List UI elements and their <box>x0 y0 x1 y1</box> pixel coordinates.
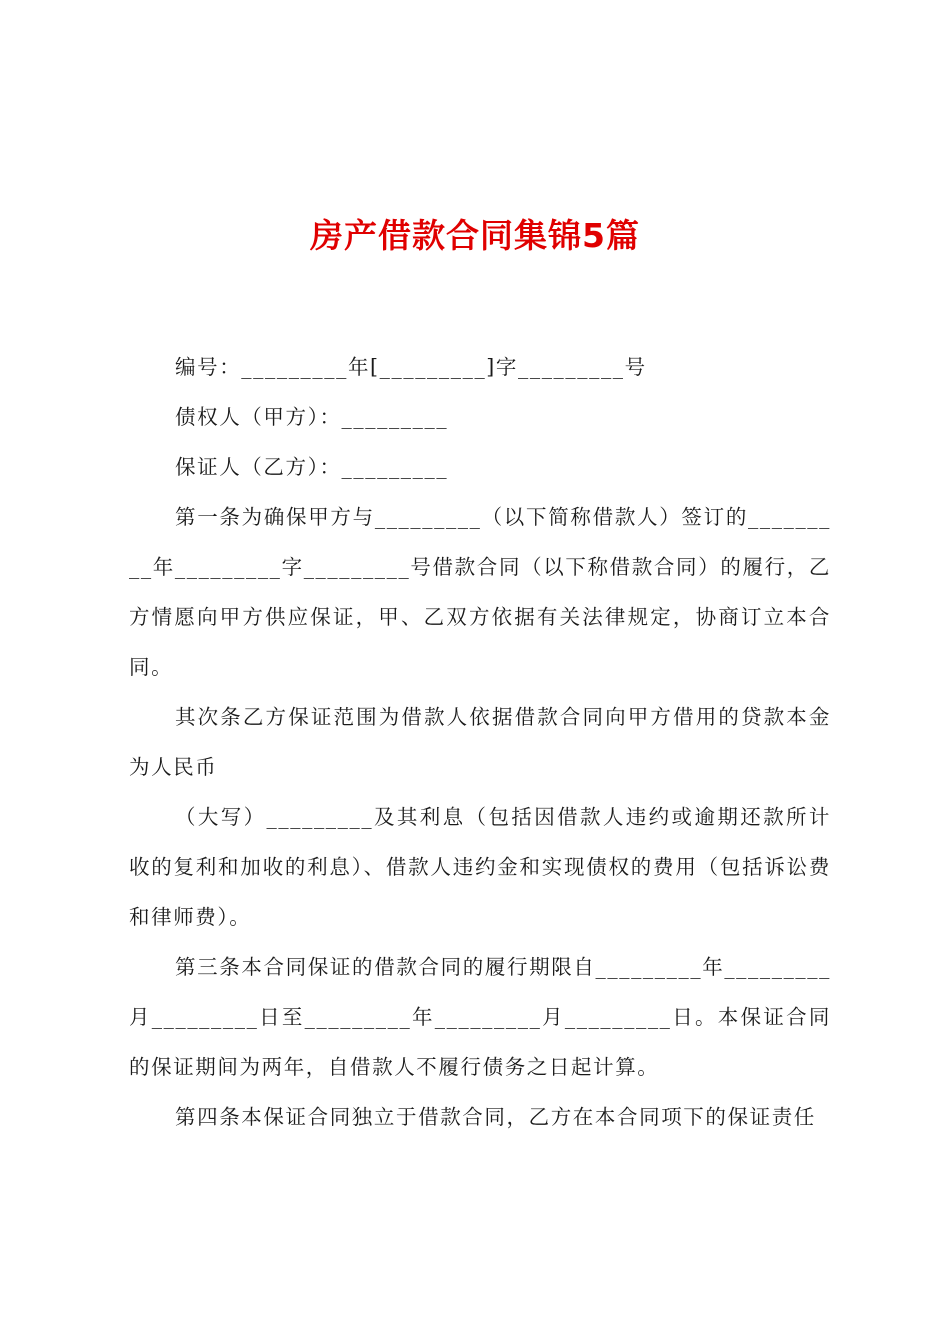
document-title: 房产借款合同集锦5篇 <box>310 216 640 255</box>
creditor-line: 债权人（甲方）：_________ <box>175 405 449 429</box>
article-2-continued: （大写）_________及其利息（包括因借款人违约或逾期还款所计收的复利和加收的利息）、借款人违约金和实现债权的费用（包括诉讼费和律师费）。 <box>129 805 831 929</box>
guarantor-line: 保证人（乙方）：_________ <box>175 455 449 479</box>
article-2: 其次条乙方保证范围为借款人依据借款合同向甲方借用的贷款本金为人民币 <box>129 705 831 779</box>
article-3: 第三条本合同保证的借款合同的履行期限自_________年_________月_________日至_________年_________月_________日。本保证合同的保证期间为两年，自借款人不履行债务之日起计算。 <box>129 955 831 1079</box>
article-4: 第四条本保证合同独立于借款合同，乙方在本合同项下的保证责任 <box>175 1105 816 1129</box>
contract-number-line: 编号：_________年[_________]字_________号 <box>175 355 647 379</box>
document-body <box>129 342 831 1142</box>
article-1: 第一条为确保甲方与_________（以下简称借款人）签订的_________年_________字_________号借款合同（以下称借款合同）的履行，乙方情愿向甲方供应保证，甲、乙双方依据有关法律规定，协商订立本合同。 <box>129 505 831 679</box>
